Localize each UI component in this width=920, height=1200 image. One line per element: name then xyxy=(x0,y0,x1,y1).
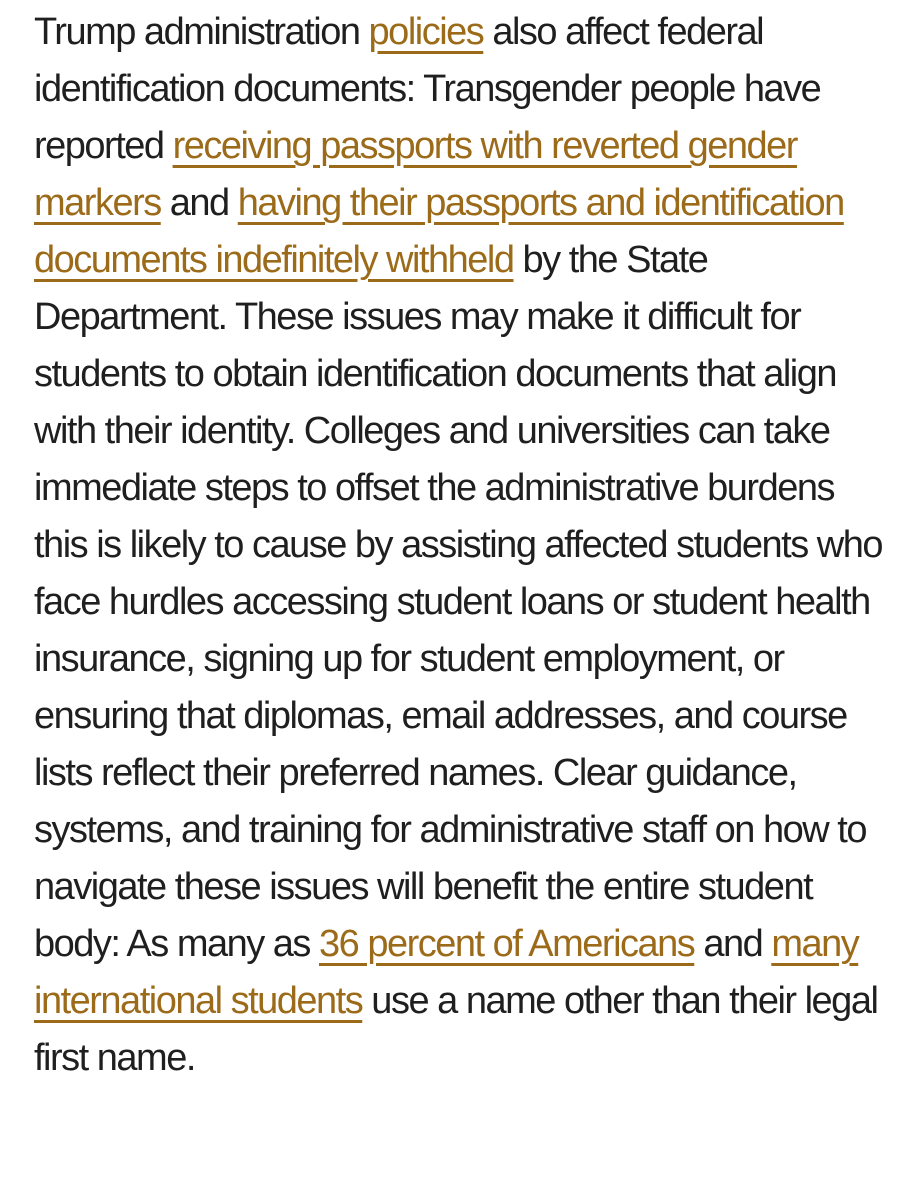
reverted-gender-markers-link[interactable]: receiving passports with reverted gender markers xyxy=(34,125,797,224)
paragraph-text: and xyxy=(694,923,772,965)
paragraph-text: use a name other than their legal first name. xyxy=(34,980,878,1079)
article-paragraph xyxy=(34,4,884,1087)
paragraph-text: and xyxy=(160,182,238,224)
paragraph-text: Trump administration xyxy=(34,11,369,53)
many-international-students-link[interactable]: many international students xyxy=(34,923,859,1022)
paragraph-text: also affect federal identification documents: Transgender people have reported xyxy=(34,11,821,167)
36-percent-of-americans-link[interactable]: 36 percent of Americans xyxy=(319,923,695,965)
paragraph-text: by the State Department. These issues may make it difficult for students to obtain identification documents that align with their identity. Colleges and universities can take immediate steps to offset the administrative burdens this is likely to cause by assisting affected students who face hurdles accessing student loans or student health insurance, signing up for student employment, or ensuring that diplomas, email addresses, and course lists reflect their preferred names. Clear guidance, systems, and training for administrative staff on how to navigate these issues will benefit the entire student body: As many as xyxy=(34,239,883,965)
policies-link[interactable]: policies xyxy=(368,11,484,53)
passports-indefinitely-withheld-link[interactable]: having their passports and identification documents indefinitely withheld xyxy=(34,182,844,281)
